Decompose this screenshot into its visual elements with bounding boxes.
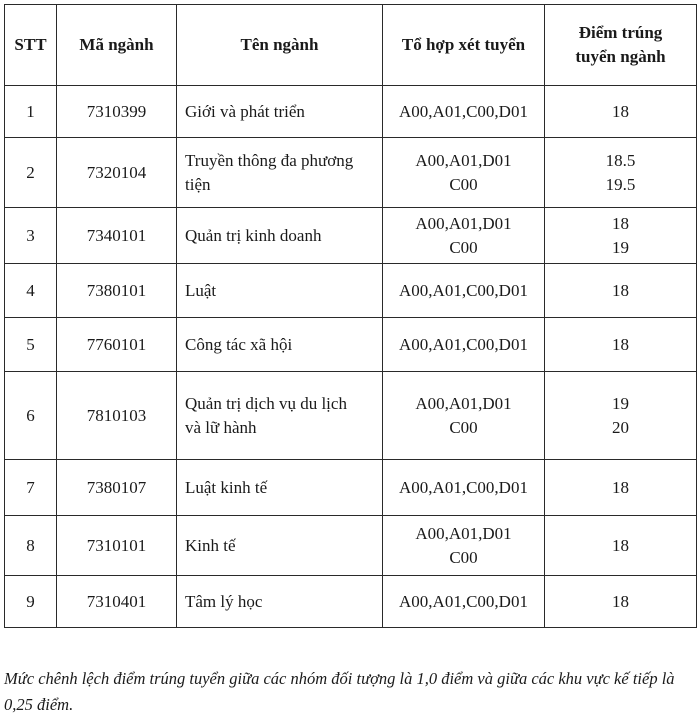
cell-to-hop-line: A00,A01,C00,D01 xyxy=(399,477,528,497)
admission-score-table xyxy=(4,4,697,628)
cell-to-hop xyxy=(383,516,545,576)
cell-ma-nganh: 7760101 xyxy=(57,318,177,372)
cell-diem-line: 18 xyxy=(612,535,629,555)
header-to-hop-xet-tuyen: Tổ hợp xét tuyển xyxy=(383,5,545,86)
cell-diem-line: 19 xyxy=(612,393,629,413)
cell-ten-nganh-line: và lữ hành xyxy=(185,417,257,437)
cell-ma-nganh: 7310401 xyxy=(57,576,177,628)
cell-diem xyxy=(545,372,697,460)
cell-diem-line: 18 xyxy=(612,280,629,300)
cell-to-hop-line: A00,A01,D01 xyxy=(415,393,512,413)
cell-diem xyxy=(545,264,697,318)
table-row xyxy=(5,516,697,576)
cell-stt: 5 xyxy=(5,318,57,372)
cell-ten-nganh xyxy=(177,460,383,516)
cell-ten-nganh xyxy=(177,138,383,208)
cell-diem xyxy=(545,86,697,138)
table-row xyxy=(5,208,697,264)
cell-to-hop xyxy=(383,372,545,460)
cell-diem-line: 18 xyxy=(612,477,629,497)
cell-ten-nganh-line: Tâm lý học xyxy=(185,591,263,611)
cell-to-hop-line: A00,A01,C00,D01 xyxy=(399,334,528,354)
table-row xyxy=(5,460,697,516)
cell-ma-nganh: 7320104 xyxy=(57,138,177,208)
table-row xyxy=(5,576,697,628)
cell-stt: 9 xyxy=(5,576,57,628)
cell-ten-nganh-line: Kinh tế xyxy=(185,535,236,555)
cell-to-hop-line: A00,A01,C00,D01 xyxy=(399,591,528,611)
table-body xyxy=(5,86,697,628)
cell-to-hop-line: A00,A01,D01 xyxy=(415,523,512,543)
cell-ten-nganh-line: Quản trị dịch vụ du lịch xyxy=(185,393,347,413)
table-row xyxy=(5,372,697,460)
cell-ma-nganh: 7310399 xyxy=(57,86,177,138)
cell-diem-line: 18 xyxy=(612,101,629,121)
cell-ten-nganh xyxy=(177,264,383,318)
table-row xyxy=(5,264,697,318)
table-header-row xyxy=(5,5,697,86)
cell-to-hop-line: C00 xyxy=(449,417,478,437)
footnote: Mức chênh lệch điểm trúng tuyển giữa các nhóm đối tượng là 1,0 điểm và giữa các khu vực kế tiếp là 0,25 điểm. xyxy=(4,669,675,714)
cell-ten-nganh xyxy=(177,86,383,138)
cell-diem-line: 19 xyxy=(612,237,629,257)
table-row xyxy=(5,318,697,372)
cell-ma-nganh: 7310101 xyxy=(57,516,177,576)
cell-to-hop-line: A00,A01,C00,D01 xyxy=(399,280,528,300)
cell-to-hop-line: A00,A01,C00,D01 xyxy=(399,101,528,121)
cell-to-hop xyxy=(383,138,545,208)
cell-diem xyxy=(545,318,697,372)
cell-stt: 7 xyxy=(5,460,57,516)
table-row xyxy=(5,138,697,208)
header-stt: STT xyxy=(5,5,57,86)
header-ma-nganh: Mã ngành xyxy=(57,5,177,86)
cell-ma-nganh: 7380101 xyxy=(57,264,177,318)
cell-ten-nganh-line: Công tác xã hội xyxy=(185,334,293,354)
cell-diem xyxy=(545,138,697,208)
header-diem-line-1: Điểm trúng xyxy=(578,23,663,42)
cell-diem-line: 20 xyxy=(612,417,629,437)
cell-to-hop xyxy=(383,318,545,372)
cell-ten-nganh xyxy=(177,318,383,372)
cell-ten-nganh xyxy=(177,208,383,264)
cell-diem-line: 18 xyxy=(612,213,629,233)
cell-diem xyxy=(545,208,697,264)
cell-ten-nganh-line: tiện xyxy=(185,174,211,194)
cell-stt: 8 xyxy=(5,516,57,576)
cell-to-hop-line: A00,A01,D01 xyxy=(415,150,512,170)
cell-diem xyxy=(545,576,697,628)
header-diem-trung-tuyen xyxy=(545,5,697,86)
cell-ma-nganh: 7810103 xyxy=(57,372,177,460)
cell-ten-nganh-line: Luật kinh tế xyxy=(185,477,268,497)
cell-ten-nganh-line: Quản trị kinh doanh xyxy=(185,225,322,245)
cell-to-hop xyxy=(383,264,545,318)
header-diem-line-2: tuyển ngành xyxy=(575,47,666,66)
cell-diem-line: 18 xyxy=(612,334,629,354)
cell-stt: 1 xyxy=(5,86,57,138)
cell-ten-nganh xyxy=(177,372,383,460)
cell-stt: 6 xyxy=(5,372,57,460)
cell-diem-line: 18.5 xyxy=(605,150,636,170)
cell-ten-nganh-line: Luật xyxy=(185,280,217,300)
cell-ten-nganh-line: Giới và phát triển xyxy=(185,101,305,121)
cell-to-hop xyxy=(383,460,545,516)
cell-to-hop-line: C00 xyxy=(449,547,478,567)
cell-to-hop xyxy=(383,208,545,264)
cell-ten-nganh xyxy=(177,516,383,576)
cell-stt: 3 xyxy=(5,208,57,264)
cell-stt: 4 xyxy=(5,264,57,318)
cell-to-hop xyxy=(383,86,545,138)
cell-to-hop xyxy=(383,576,545,628)
cell-ma-nganh: 7380107 xyxy=(57,460,177,516)
cell-diem xyxy=(545,516,697,576)
cell-diem-line: 18 xyxy=(612,591,629,611)
cell-stt: 2 xyxy=(5,138,57,208)
cell-to-hop-line: A00,A01,D01 xyxy=(415,213,512,233)
table-row xyxy=(5,86,697,138)
cell-to-hop-line: C00 xyxy=(449,174,478,194)
cell-diem xyxy=(545,460,697,516)
cell-ma-nganh: 7340101 xyxy=(57,208,177,264)
cell-ten-nganh xyxy=(177,576,383,628)
cell-to-hop-line: C00 xyxy=(449,237,478,257)
cell-diem-line: 19.5 xyxy=(605,174,636,194)
header-ten-nganh: Tên ngành xyxy=(177,5,383,86)
cell-ten-nganh-line: Truyền thông đa phương xyxy=(185,150,354,170)
